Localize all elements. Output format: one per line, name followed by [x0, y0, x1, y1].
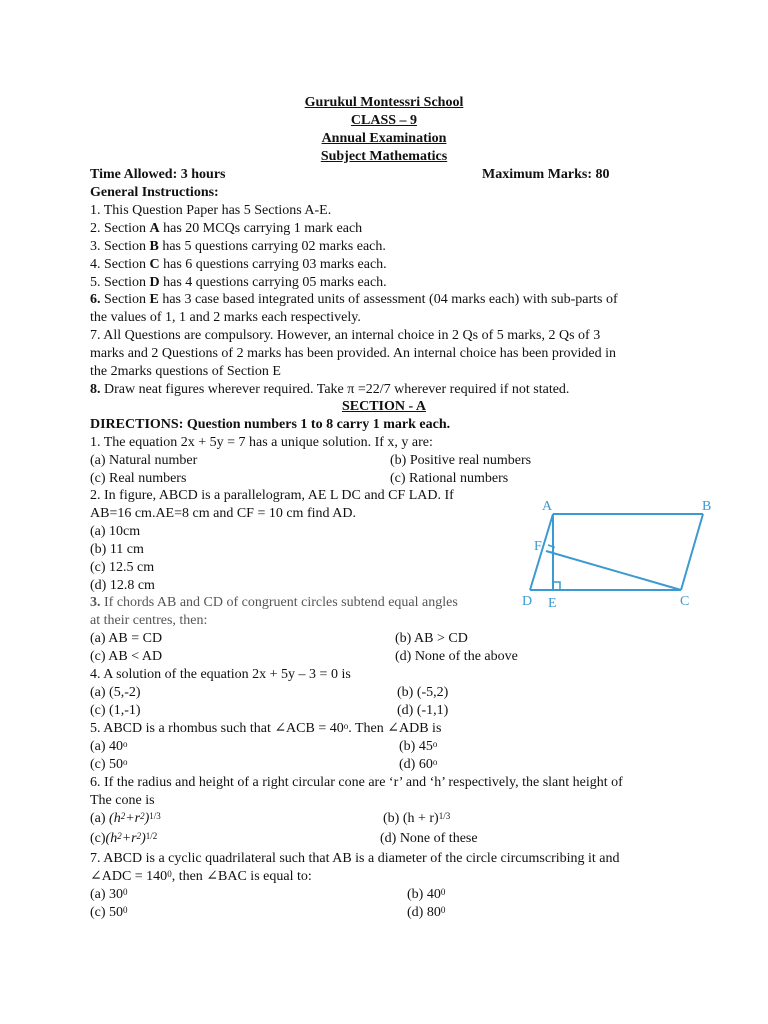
- q6-option-a: (a) $(h^2+r^2)^{1/3}$: [90, 811, 161, 826]
- q2-option-c: (c) 12.5 cm: [90, 560, 155, 575]
- figure-lines: [530, 514, 703, 590]
- right-angle-e: [553, 582, 560, 590]
- time-allowed: Time Allowed: 3 hours: [90, 167, 226, 182]
- section-a-directions: DIRECTIONS: Question numbers 1 to 8 carry 1 mark each.: [90, 417, 451, 432]
- q3-option-b: (b) AB > CD: [395, 631, 468, 646]
- label-b: B: [702, 499, 712, 514]
- instruction-8: 8. Draw neat figures wherever required. Take π =22/7 wherever required if not stated.: [90, 382, 570, 397]
- instruction-2: 2. Section A has 20 MCQs carrying 1 mark each: [90, 221, 363, 236]
- label-c: C: [680, 594, 690, 609]
- label-a: A: [542, 499, 553, 514]
- q7-option-d: (d) $80^0$: [407, 905, 446, 920]
- q3-option-a: (a) AB = CD: [90, 631, 163, 646]
- exam-title: Annual Examination: [321, 131, 447, 146]
- q4-option-b: (b) (-5,2): [397, 685, 449, 700]
- q6-option-b: (b) $(h + r)^{1/3}$: [383, 811, 451, 826]
- q7-option-a: (a) $30^0$: [90, 887, 128, 902]
- q3-text: 3. If chords AB and CD of congruent circles subtend equal angles: [90, 595, 458, 610]
- instruction-7-cont2: the 2marks questions of Section E: [90, 364, 281, 379]
- q1-text: 1. The equation 2x + 5y = 7 has a unique solution. If x, y are:: [90, 435, 433, 450]
- q4-option-c: (c) (1,-1): [90, 703, 141, 718]
- q7-text: 7. ABCD is a cyclic quadrilateral such that AB is a diameter of the circle circumscribing it and: [90, 851, 620, 866]
- q3-text-cont: at their centres, then:: [90, 613, 208, 628]
- instruction-7-cont: marks and 2 Questions of 2 marks has been provided. An internal choice has been provided in: [90, 346, 617, 361]
- instruction-4: 4. Section C has 6 questions carrying 03 marks each.: [90, 257, 387, 272]
- q1-option-c: (c) Real numbers: [90, 471, 187, 486]
- q1-option-a: (a) Natural number: [90, 453, 198, 468]
- parallelogram-figure: [515, 495, 725, 615]
- instruction-3: 3. Section B has 5 questions carrying 02 marks each.: [90, 239, 386, 254]
- q6-text-cont: The cone is: [90, 793, 155, 808]
- q1-option-b: (b) Positive real numbers: [390, 453, 532, 468]
- q7-option-b: (b) $40^0$: [407, 887, 446, 902]
- school-name: Gurukul Montessri School: [304, 95, 464, 110]
- q5-option-c: (c) 50$^o$: [90, 757, 128, 772]
- class-title: CLASS – 9: [350, 113, 418, 128]
- q4-option-a: (a) (5,-2): [90, 685, 141, 700]
- label-f: F: [534, 539, 542, 554]
- q2-text: 2. In figure, ABCD is a parallelogram, AE L DC and CF LAD. If: [90, 488, 454, 503]
- general-instructions-title: General Instructions:: [90, 185, 219, 200]
- q2-text-cont: AB=16 cm.AE=8 cm and CF = 10 cm find AD.: [90, 506, 356, 521]
- q7-text-cont: ∠ADC = $140^0$, then ∠BAC is equal to:: [90, 869, 312, 884]
- q5-option-b: (b) 45$^o$: [399, 739, 438, 754]
- q6-option-d: (d) None of these: [380, 831, 478, 846]
- q1-option-d: (c) Rational numbers: [390, 471, 509, 486]
- q3-option-c: (c) AB < AD: [90, 649, 163, 664]
- q7-option-c: (c) $50^0$: [90, 905, 128, 920]
- q2-option-d: (d) 12.8 cm: [90, 578, 155, 593]
- instruction-7: 7. All Questions are compulsory. However, an internal choice in 2 Qs of 5 marks, 2 Qs of 3: [90, 328, 601, 343]
- instruction-6-cont: the values of 1, 1 and 2 marks each respectively.: [90, 310, 361, 325]
- instruction-5: 5. Section D has 4 questions carrying 05 marks each.: [90, 275, 387, 290]
- q6-option-c: $(c)(h^2+r^2)^{1/2}$: [90, 831, 158, 846]
- side-bc: [681, 514, 703, 590]
- q4-option-d: (d) (-1,1): [397, 703, 449, 718]
- label-e: E: [548, 596, 557, 611]
- instruction-6: 6. Section E has 3 case based integrated units of assessment (04 marks each) with sub-parts of: [90, 292, 618, 307]
- q3-option-d: (d) None of the above: [395, 649, 518, 664]
- maximum-marks: Maximum Marks: 80: [482, 167, 610, 182]
- instruction-1: 1. This Question Paper has 5 Sections A-E.: [90, 203, 332, 218]
- q2-option-a: (a) 10cm: [90, 524, 141, 539]
- q5-text: 5. ABCD is a rhombus such that ∠ACB = $40^o$. Then ∠ADB is: [90, 721, 442, 736]
- q4-text: 4. A solution of the equation 2x + 5y – 3 = 0 is: [90, 667, 351, 682]
- altitude-cf: [546, 551, 681, 590]
- section-a-title: SECTION - A: [341, 399, 427, 414]
- q6-text: 6. If the radius and height of a right circular cone are ‘r’ and ‘h’ respectively, the slant height of: [90, 775, 623, 790]
- subject-title: Subject Mathematics: [320, 149, 448, 164]
- q5-option-d: (d) 60$^o$: [399, 757, 438, 772]
- label-d: D: [522, 594, 533, 609]
- q5-option-a: (a) 40$^o$: [90, 739, 128, 754]
- q2-option-b: (b) 11 cm: [90, 542, 144, 557]
